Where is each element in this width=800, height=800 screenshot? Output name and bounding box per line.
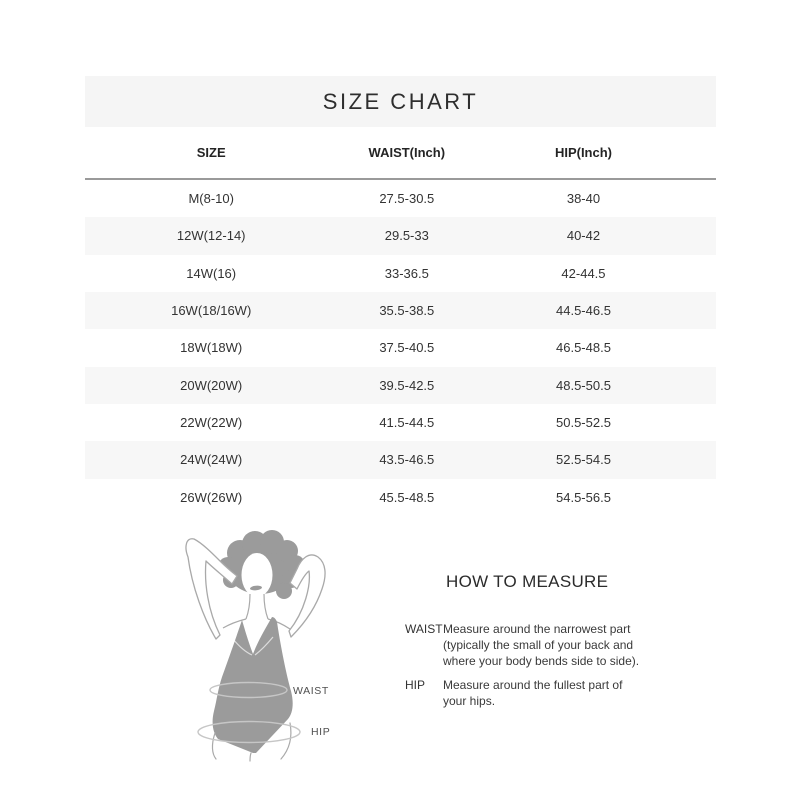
table-row xyxy=(85,479,716,516)
figure-face xyxy=(242,553,273,597)
how-to-measure-section xyxy=(405,572,695,717)
measure-item-waist xyxy=(405,621,695,669)
table-row xyxy=(85,329,716,366)
size-table xyxy=(85,180,716,516)
size-cell: 16W(18/16W) xyxy=(171,303,252,319)
table-row xyxy=(85,217,716,254)
hip-cell: 46.5-48.5 xyxy=(556,340,611,356)
column-header-size: SIZE xyxy=(196,145,226,160)
hip-cell: 38-40 xyxy=(566,191,601,207)
measure-text-waist: Measure around the narrowest part (typically the small of your back and where your body bends side to side). xyxy=(443,622,640,668)
size-cell: 22W(22W) xyxy=(180,415,243,431)
column-header-waist: WAIST(Inch) xyxy=(368,145,446,160)
how-to-measure-title: HOW TO MEASURE xyxy=(446,572,609,591)
page-title: SIZE CHART xyxy=(322,88,479,114)
table-row xyxy=(85,441,716,478)
waist-cell: 35.5-38.5 xyxy=(379,303,435,319)
measure-item-hip xyxy=(405,677,695,709)
hip-cell: 44.5-46.5 xyxy=(556,303,611,319)
measure-label-waist: WAIST xyxy=(405,622,443,636)
waist-cell: 45.5-48.5 xyxy=(379,489,435,505)
size-cell: M(8-10) xyxy=(188,191,234,207)
hip-cell: 54.5-56.5 xyxy=(556,489,611,505)
size-cell: 18W(18W) xyxy=(180,340,243,356)
hip-cell: 48.5-50.5 xyxy=(556,377,611,393)
figure-swimsuit xyxy=(213,617,293,753)
measure-label-hip: HIP xyxy=(405,678,426,692)
hip-cell: 40-42 xyxy=(566,228,601,244)
hip-cell: 52.5-54.5 xyxy=(556,452,611,468)
waist-cell: 37.5-40.5 xyxy=(379,340,435,356)
waist-cell: 29.5-33 xyxy=(384,228,429,244)
waist-cell: 33-36.5 xyxy=(384,265,429,281)
hip-ring-label: HIP xyxy=(311,726,331,738)
waist-cell: 39.5-42.5 xyxy=(379,377,435,393)
waist-cell: 27.5-30.5 xyxy=(379,191,435,207)
table-row xyxy=(85,367,716,404)
waist-cell: 41.5-44.5 xyxy=(379,415,435,431)
size-cell: 14W(16) xyxy=(186,265,237,281)
measure-text-hip: Measure around the fullest part of your hips. xyxy=(443,678,623,708)
table-row xyxy=(85,180,716,217)
figure-neck-lines xyxy=(223,594,290,629)
size-cell: 20W(20W) xyxy=(180,377,243,393)
table-row xyxy=(85,292,716,329)
column-header-hip: HIP(Inch) xyxy=(554,145,612,160)
table-row xyxy=(85,404,716,441)
waist-ring-label: WAIST xyxy=(293,685,329,697)
size-cell: 24W(24W) xyxy=(180,452,243,468)
size-cell: 12W(12-14) xyxy=(176,228,246,244)
table-header-row xyxy=(85,127,716,178)
title-band xyxy=(85,76,716,127)
hip-cell: 50.5-52.5 xyxy=(556,415,611,431)
waist-cell: 43.5-46.5 xyxy=(379,452,435,468)
table-row xyxy=(85,255,716,292)
size-cell: 26W(26W) xyxy=(180,489,243,505)
hip-cell: 42-44.5 xyxy=(561,265,606,281)
